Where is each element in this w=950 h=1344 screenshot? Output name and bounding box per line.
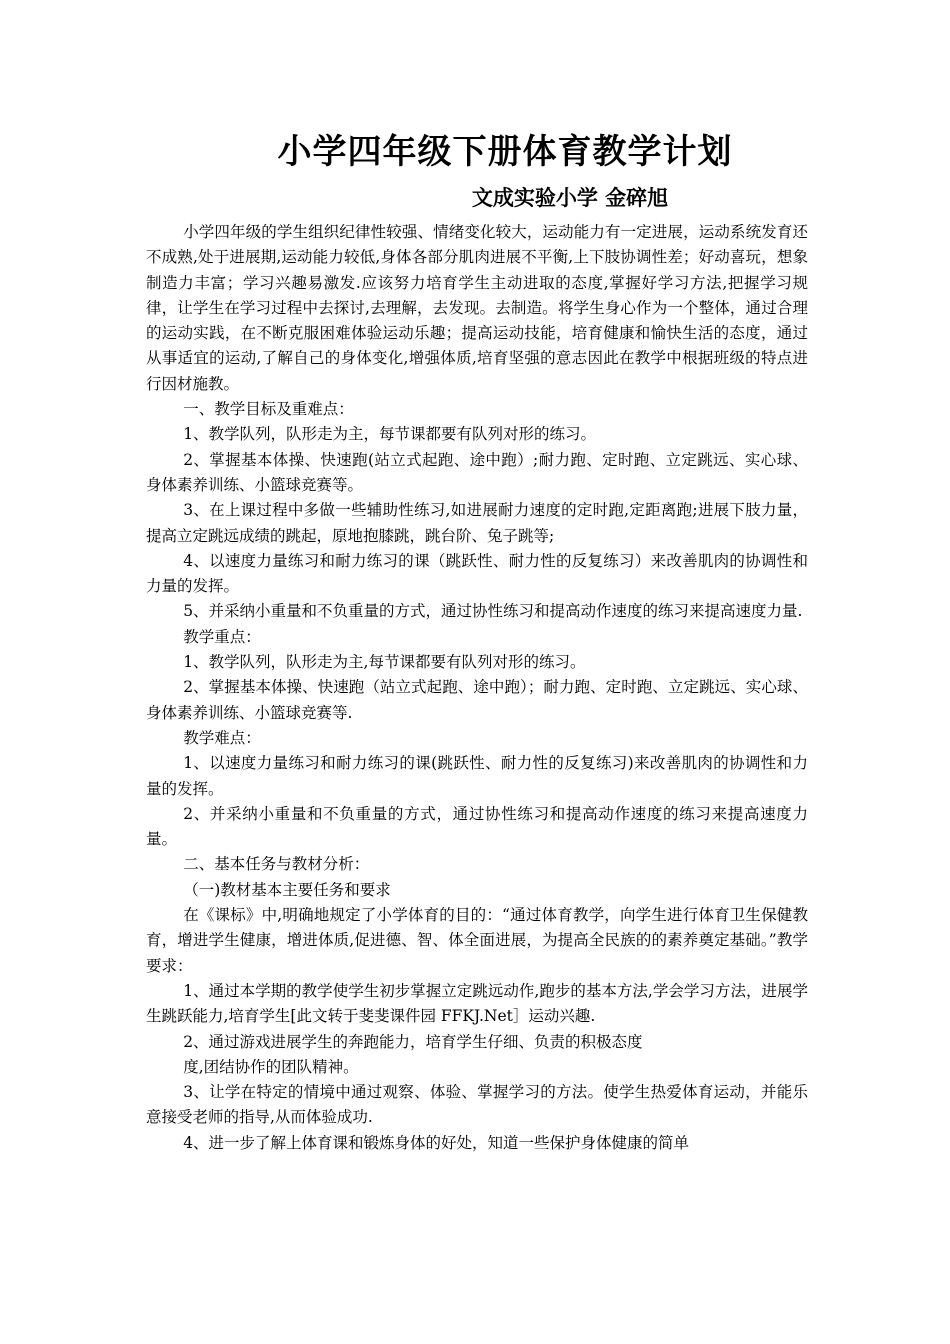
author-line: 文成实验小学 金碎旭	[471, 186, 669, 210]
difficulties-heading: 教学难点：	[183, 728, 261, 747]
difficulty-2: 2、并采纳小重量和不负重量的方式，通过协性练习和提高动作速度的练习来提高速度力量。	[146, 804, 808, 849]
section-heading-goals: 一、教学目标及重难点：	[183, 400, 354, 419]
requirement-1: 1、通过本学期的教学使学生初步掌握立定跳远动作,跑步的基本方法,学会学习方法，进展学生跳跃能力,培育学生[此文转于斐斐课件园 FFKJ.Net］运动兴趣.	[146, 981, 808, 1026]
goal-item-5: 5、并采纳小重量和不负重量的方式，通过协性练习和提高动作速度的练习来提高速度力量.	[183, 602, 803, 621]
document-body	[146, 220, 808, 1156]
curriculum-paragraph: 在《课标》中,明确地规定了小学体育的目的：“通过体育教学，向学生进行体育卫生保健教育，增进学生健康，增进体质,促进德、智、体全面进展，为提高全民族的的素养奠定基础。”教学要求：	[146, 906, 808, 975]
goal-item-2: 2、掌握基本体操、快速跑(站立式起跑、途中跑）;耐力跑、定时跑、立定跳远、实心球、身体素养训练、小篮球竞赛等。	[146, 450, 808, 494]
intro-paragraph: 小学四年级的学生组织纪律性较强、情绪变化较大，运动能力有一定进展，运动系统发育还不成熟,处于进展期,运动能力较低,身体各部分肌肉进展不平衡,上下肢协调性差；好动喜玩，想象制造力丰富；学习兴趣易激发.应该努力培育学生主动进取的态度,掌握好学习方法,把握学习规律，让学生在学习过程中去探讨,去理解，去发现。去制造。将学生身心作为一个整体，通过合理的运动实践，在不断克服困难体验运动乐趣；提高运动技能，培育健康和愉快生活的态度，通过从事适宜的运动,了解自己的身体变化,增强体质,培育坚强的意志因此在教学中根据班级的特点进行因材施教。	[146, 223, 808, 393]
goal-item-4: 4、以速度力量练习和耐力练习的课（跳跃性、耐力性的反复练习）来改善肌肉的协调性和力量的发挥。	[146, 551, 808, 596]
difficulty-1: 1、以速度力量练习和耐力练习的课(跳跃性、耐力性的反复练习)来改善肌肉的协调性和力量的发挥。	[146, 754, 808, 798]
goal-item-1: 1、教学队列，队形走为主，每节课都要有队列对形的练习。	[183, 425, 597, 444]
goal-item-3: 3、在上课过程中多做一些辅助性练习,如进展耐力速度的定时跑,定距离跑;进展下肢力量，提高立定跳远成绩的跳起，原地抱膝跳，跳台阶、兔子跳等;	[146, 501, 808, 545]
section-heading-tasks: 二、基本任务与教材分析：	[183, 855, 370, 874]
requirement-3: 3、让学在特定的情境中通过观察、体验、掌握学习的方法。使学生热爱体育运动，并能乐意接受老师的指导,从而体验成功.	[146, 1083, 808, 1127]
key-point-1: 1、教学队列，队形走为主,每节课都要有队列对形的练习。	[183, 653, 586, 672]
requirement-2: 2、通过游戏进展学生的奔跑能力，培育学生仔细、负责的积极态度	[183, 1032, 643, 1051]
requirement-4: 4、进一步了解上体育课和锻炼身体的好处，知道一些保护身体健康的简单	[183, 1133, 690, 1152]
key-points-heading: 教学重点：	[183, 627, 261, 646]
key-point-2: 2、掌握基本体操、快速跑（站立式起跑、途中跑）；耐力跑、定时跑、立定跳远、实心球、身体素养训练、小篮球竞赛等.	[146, 678, 808, 722]
document-title: 小学四年级下册体育教学计划	[277, 132, 733, 172]
subsection-heading: （一)教材基本主要任务和要求	[183, 880, 391, 899]
requirement-2-continued: 度,团结协作的团队精神。	[183, 1057, 359, 1076]
